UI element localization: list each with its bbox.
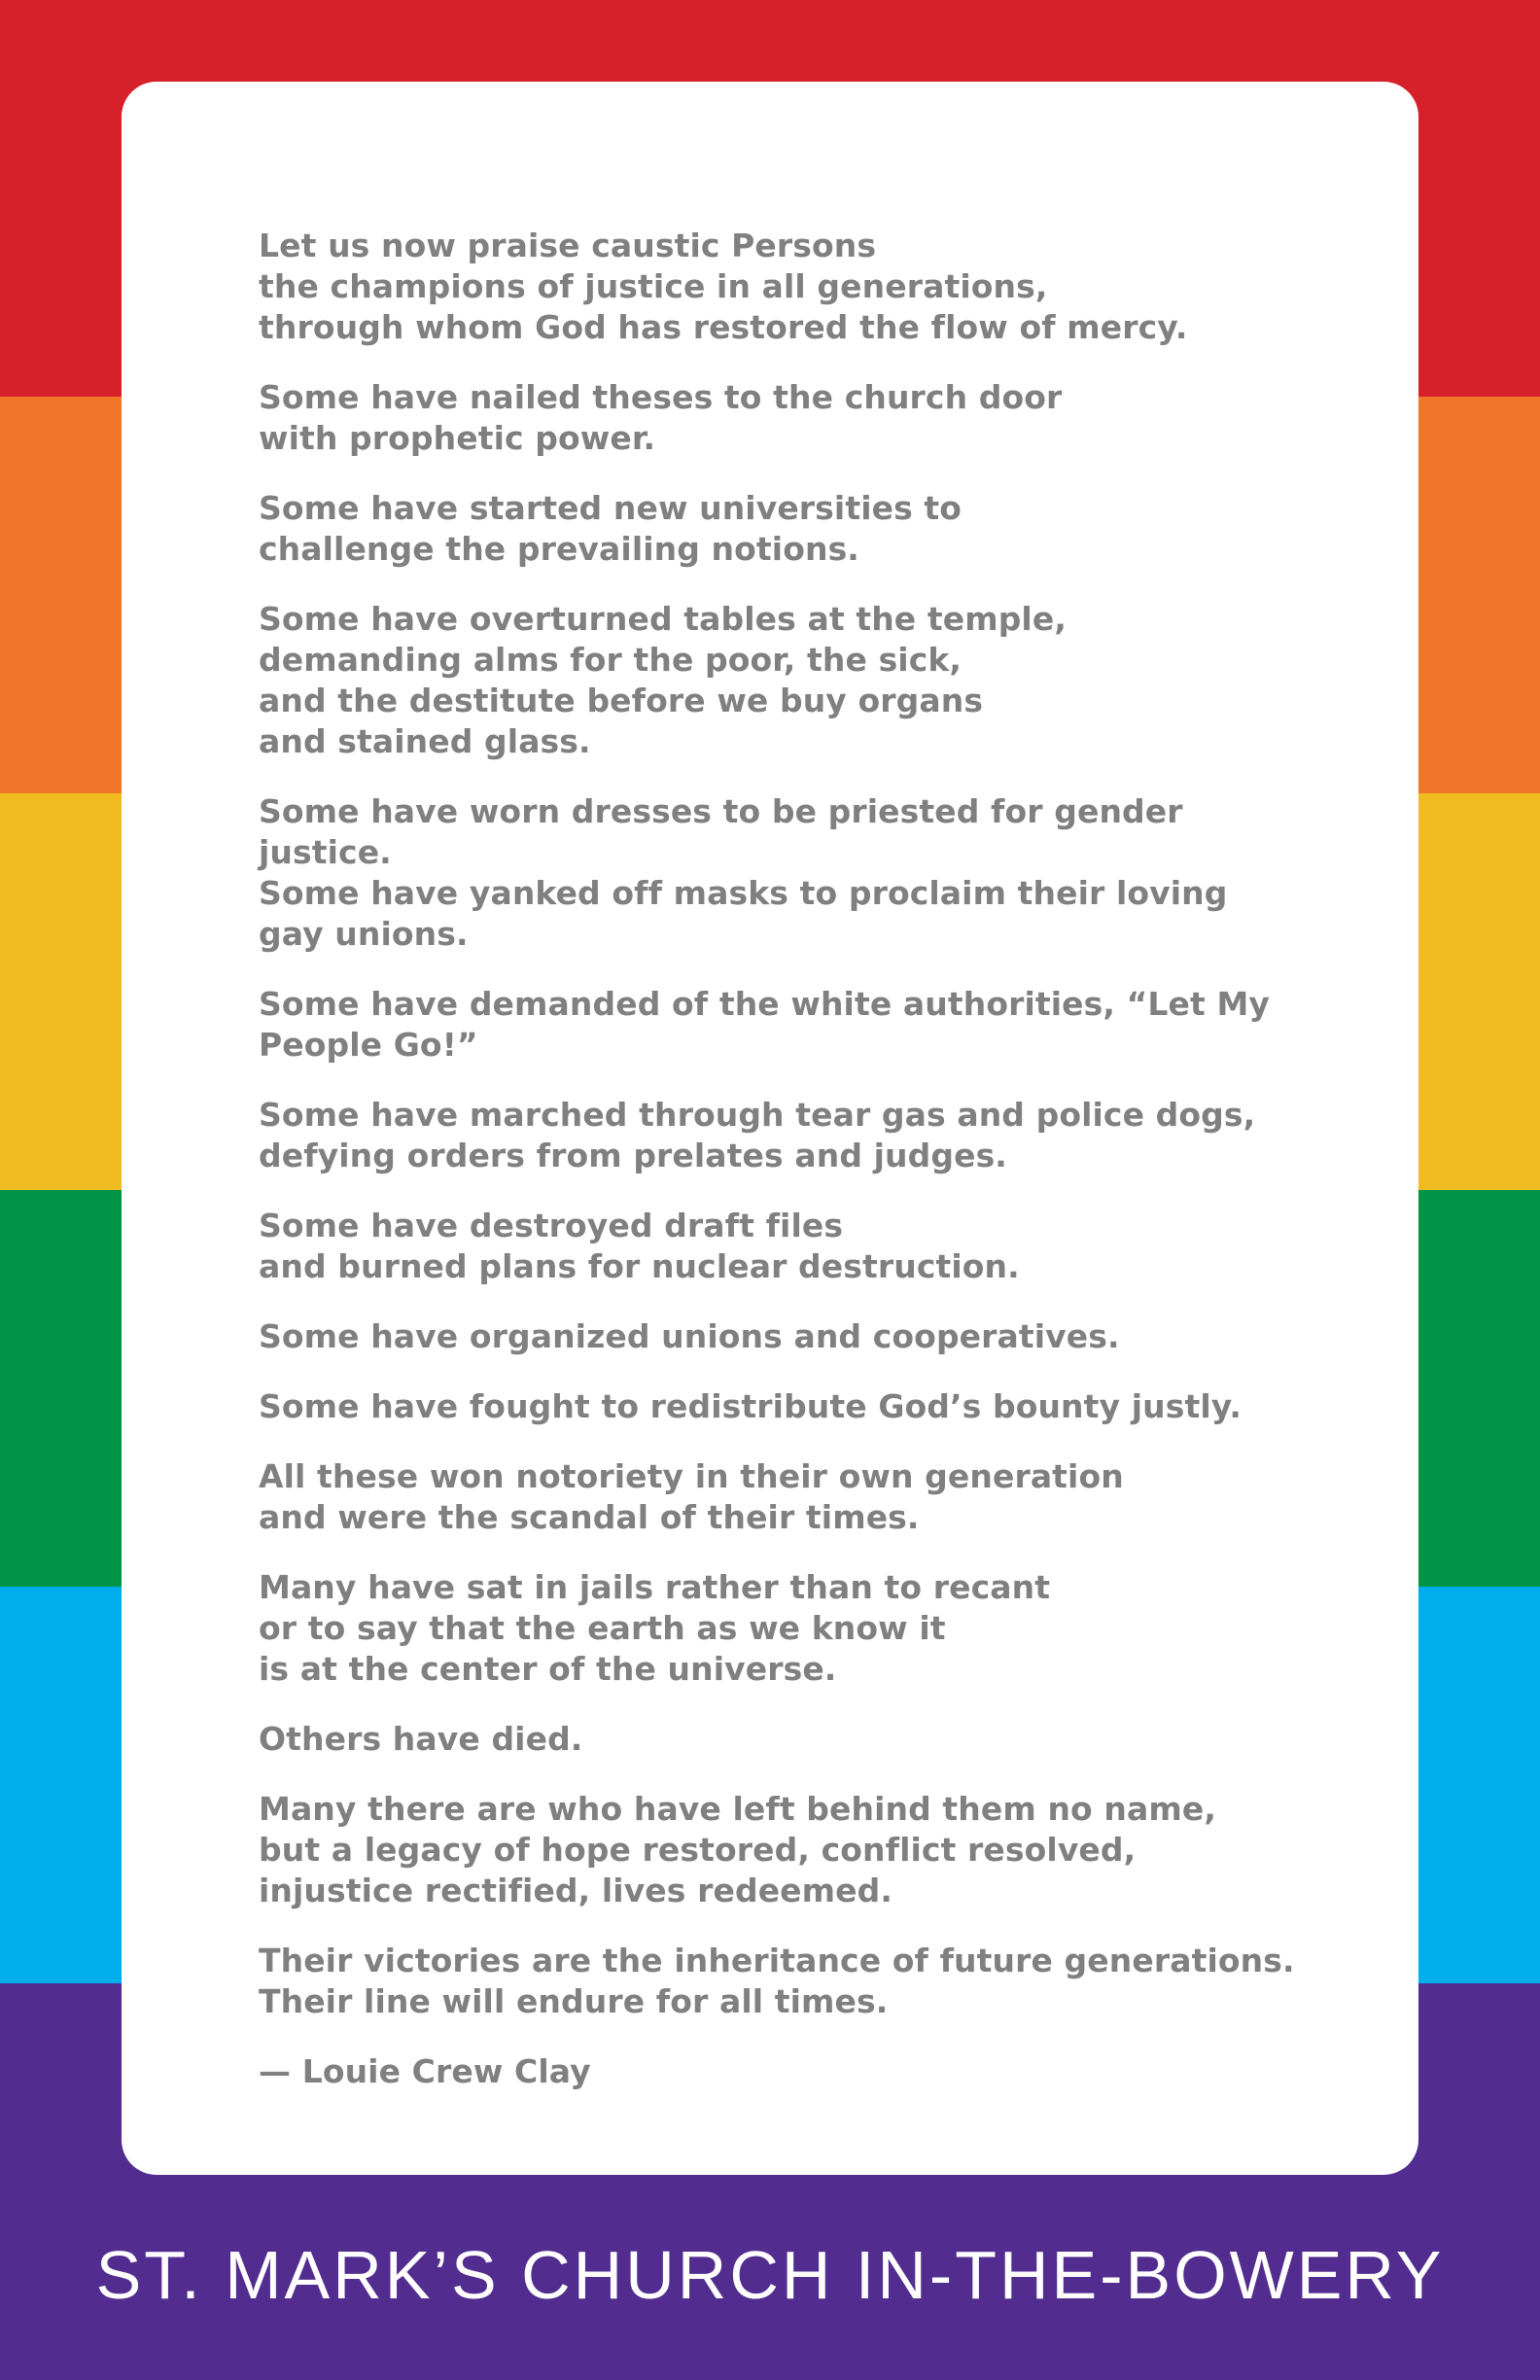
stanza-13: Others have died.	[259, 1720, 583, 1758]
poem-card	[122, 82, 1418, 2175]
stanza-1: Let us now praise caustic Persons the champions of justice in all generations, through whom God has restored the flow of mercy.	[259, 227, 1188, 346]
church-name: ST. MARK’S CHURCH IN-THE-BOWERY	[95, 2237, 1445, 2313]
stanza-2: Some have nailed theses to the church door with prophetic power.	[259, 378, 1063, 457]
stanza-12: Many have sat in jails rather than to recant or to say that the earth as we know it is at the center of the universe.	[259, 1568, 1051, 1688]
stanza-15: Their victories are the inheritance of future generations. Their line will endure for all times.	[259, 1942, 1295, 2020]
stanza-5: Some have worn dresses to be priested for gender justice. Some have yanked off masks to proclaim their loving gay unions.	[259, 792, 1228, 953]
stanza-14: Many there are who have left behind them no name, but a legacy of hope restored, conflict resolved, injustice rectified, lives redeemed.	[259, 1790, 1216, 1909]
stanza-6: Some have demanded of the white authorities, “Let My People Go!”	[259, 985, 1271, 1064]
poem-attribution: — Louie Crew Clay	[259, 2052, 591, 2090]
stanza-8: Some have destroyed draft files and burned plans for nuclear destruction.	[259, 1207, 1020, 1285]
stanza-11: All these won notoriety in their own generation and were the scandal of their times.	[259, 1457, 1124, 1536]
stanza-3: Some have started new universities to challenge the prevailing notions.	[259, 489, 962, 568]
stanza-7: Some have marched through tear gas and police dogs, defying orders from prelates and judges.	[259, 1096, 1256, 1174]
stanza-10: Some have fought to redistribute God’s bounty justly.	[259, 1387, 1242, 1425]
stanza-4: Some have overturned tables at the temple, demanding alms for the poor, the sick, and the destitute before we buy organs and stained glass.	[259, 600, 1067, 760]
stanza-9: Some have organized unions and cooperatives.	[259, 1317, 1120, 1355]
